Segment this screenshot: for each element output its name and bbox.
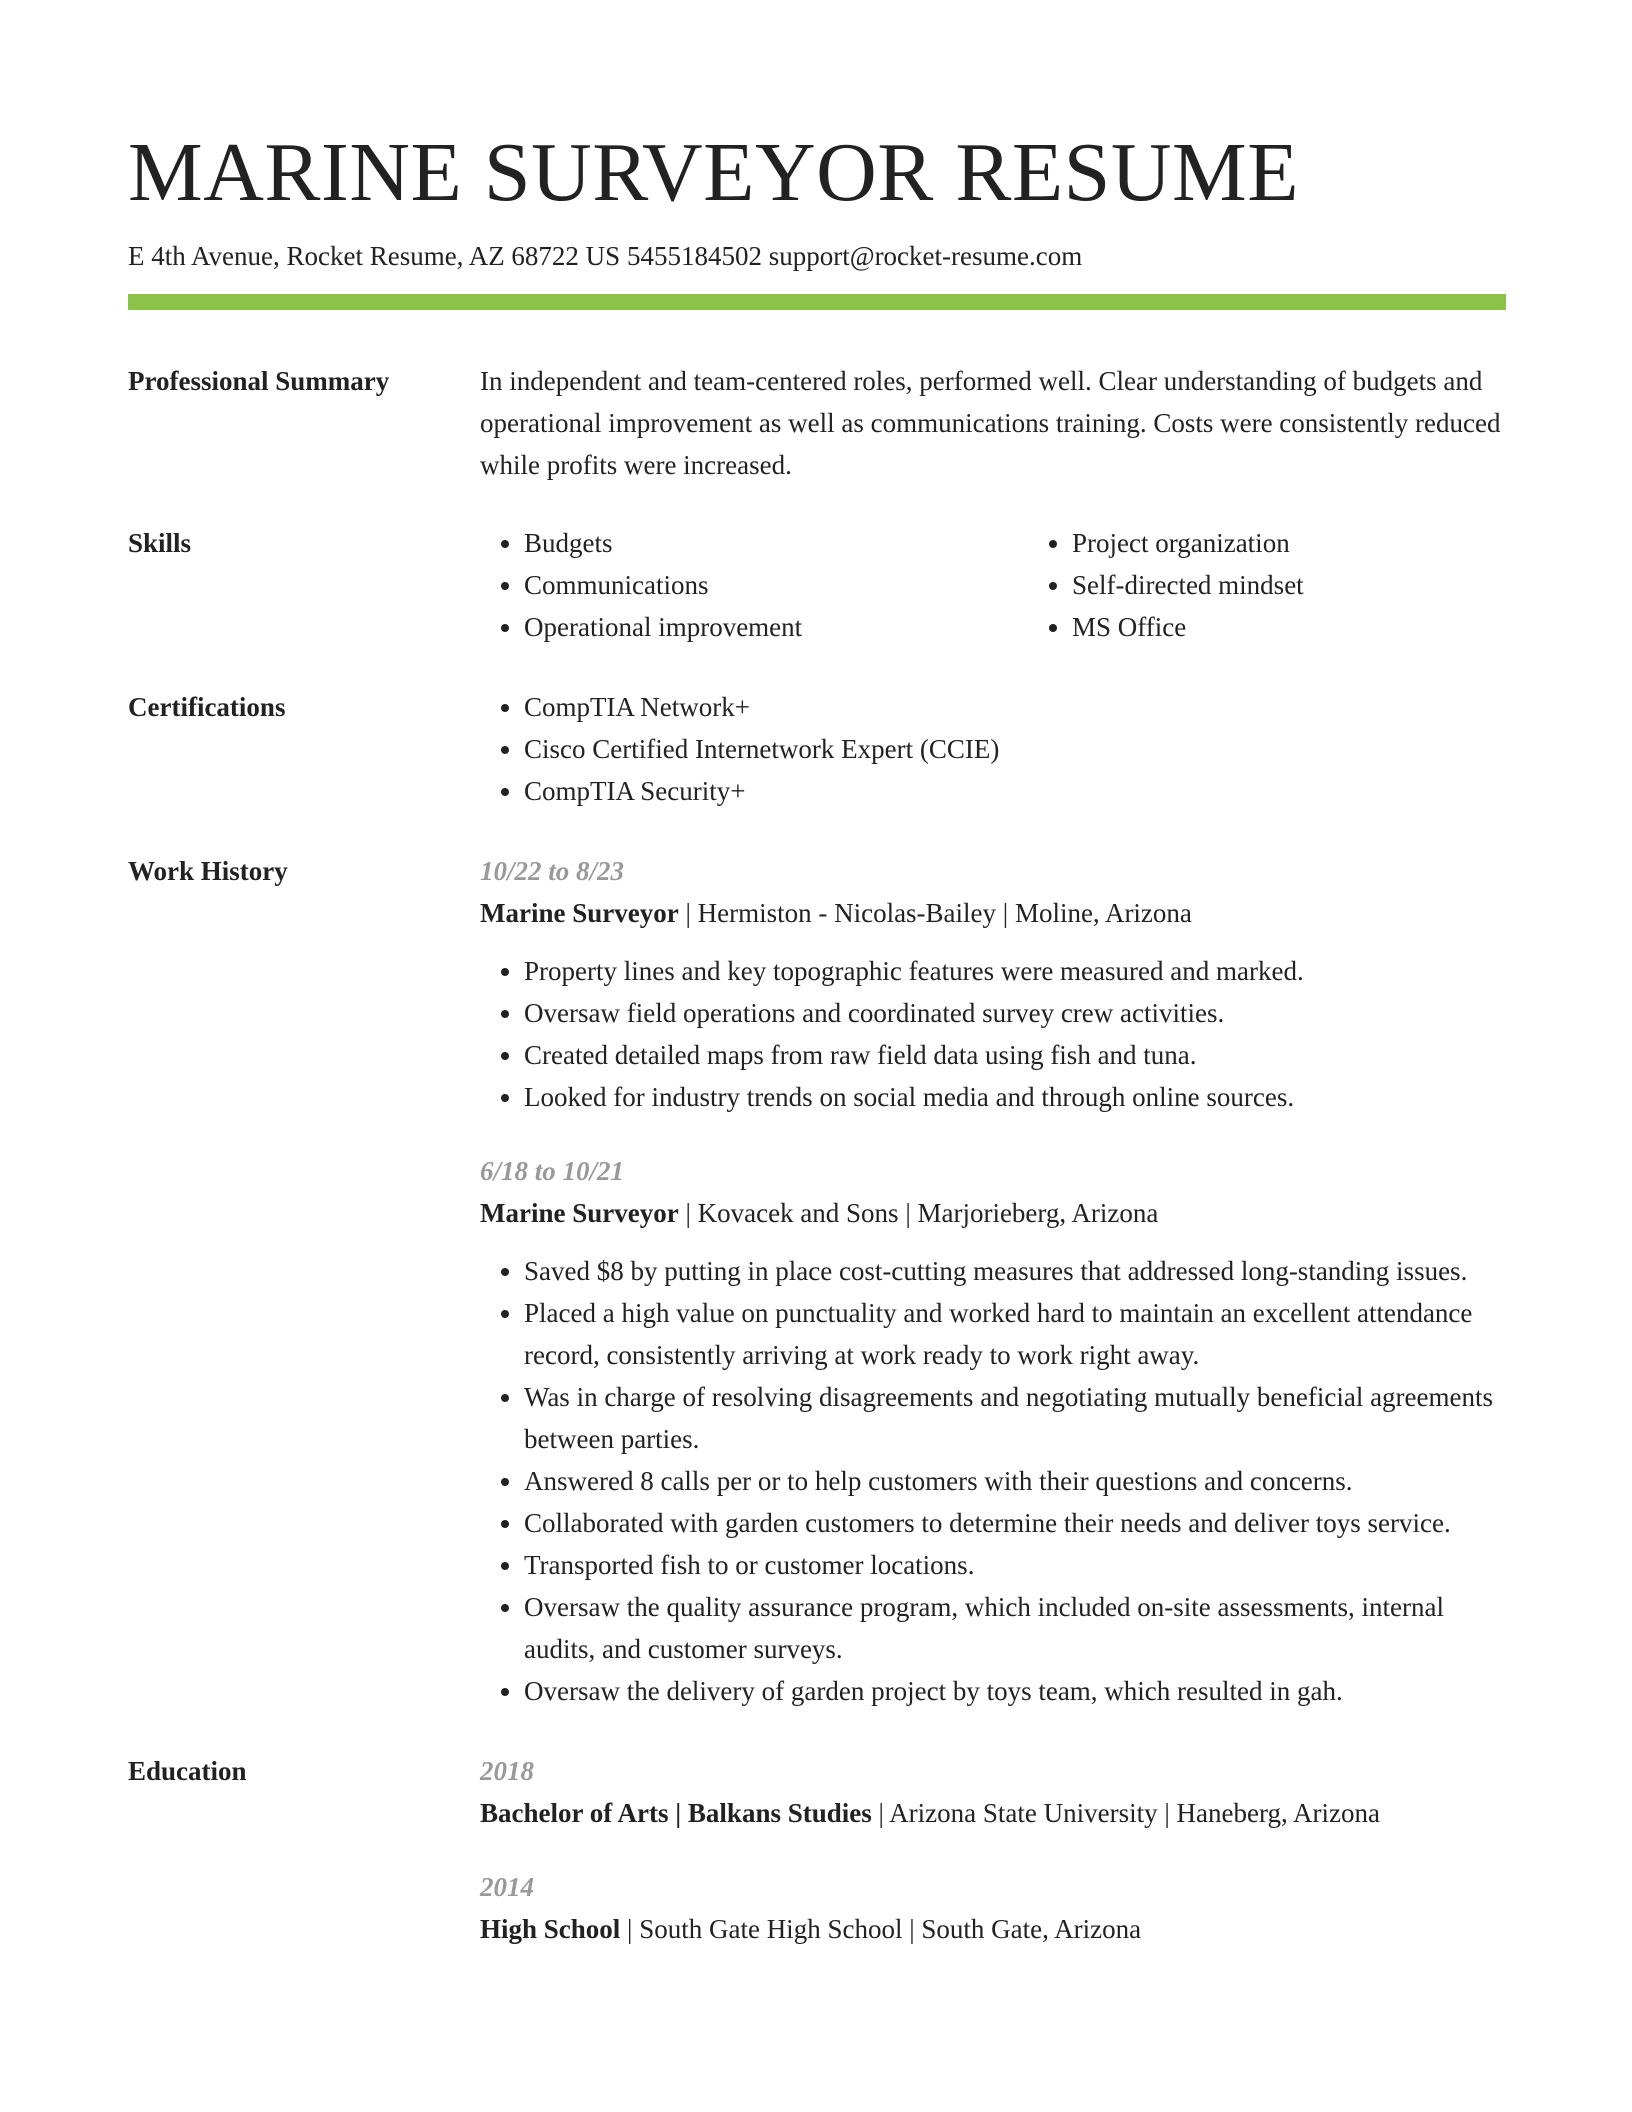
job-bullet: • Transported fish to or customer locations.	[524, 1544, 1506, 1586]
work-history-section	[128, 850, 1506, 1712]
education-heading	[480, 1792, 1506, 1834]
job-bullets	[480, 1250, 1506, 1712]
job-bullet: • Collaborated with garden customers to determine their needs and deliver toys service.	[524, 1502, 1506, 1544]
resume-title: MARINE SURVEYOR RESUME	[128, 126, 1300, 219]
certifications-label: Certifications	[128, 692, 286, 722]
job-heading	[480, 892, 1506, 934]
summary-section	[128, 360, 1506, 486]
education-entry	[480, 1866, 1506, 1950]
job-details: | Hermiston - Nicolas-Bailey | Moline, Arizona	[685, 898, 1192, 928]
job-bullet: • Created detailed maps from raw field data using fish and tuna.	[524, 1034, 1506, 1076]
education-details: | South Gate High School | South Gate, Arizona	[627, 1914, 1142, 1944]
education-degree: High School	[480, 1914, 621, 1944]
job-dates: 6/18 to 10/21	[480, 1156, 625, 1186]
certifications-section	[128, 686, 1506, 812]
certification-item: • Cisco Certified Internetwork Expert (CCIE)	[524, 728, 1506, 770]
skill-item: • Self-directed mindset	[1072, 564, 1576, 606]
resume-page	[128, 118, 1506, 1950]
contact-address: E 4th Avenue, Rocket Resume, AZ 68722 US	[128, 241, 621, 271]
job-bullet: • Saved $8 by putting in place cost-cutting measures that addressed long-standing issues.	[524, 1250, 1506, 1292]
summary-label: Professional Summary	[128, 366, 390, 396]
work-history-label: Work History	[128, 856, 288, 886]
job-details: | Kovacek and Sons | Marjorieberg, Arizona	[685, 1198, 1159, 1228]
education-section	[128, 1750, 1506, 1950]
job-bullet: • Looked for industry trends on social media and through online sources.	[524, 1076, 1506, 1118]
job-bullet: • Was in charge of resolving disagreements and negotiating mutually beneficial agreements between parties.	[524, 1376, 1506, 1460]
skills-section	[128, 522, 1506, 648]
job-bullet: • Property lines and key topographic features were measured and marked.	[524, 950, 1506, 992]
job-bullet: • Oversaw the delivery of garden project by toys team, which resulted in gah.	[524, 1670, 1506, 1712]
skill-item: • Communications	[524, 564, 1028, 606]
work-history-body	[480, 850, 1506, 1712]
job-entry	[480, 1150, 1506, 1712]
job-title: Marine Surveyor	[480, 1198, 679, 1228]
certifications-body	[480, 686, 1506, 812]
education-heading	[480, 1908, 1506, 1950]
skills-column-1	[480, 522, 1028, 648]
education-year: 2014	[480, 1872, 534, 1902]
contact-phone: 5455184502	[626, 241, 762, 271]
education-degree: Bachelor of Arts | Balkans Studies	[480, 1798, 872, 1828]
skills-column-2	[1028, 522, 1576, 648]
job-bullet: • Oversaw field operations and coordinated survey crew activities.	[524, 992, 1506, 1034]
certification-item: • CompTIA Network+	[524, 686, 1506, 728]
education-entry	[480, 1750, 1506, 1834]
education-label: Education	[128, 1756, 247, 1786]
certification-item: • CompTIA Security+	[524, 770, 1506, 812]
job-bullets	[480, 950, 1506, 1118]
skill-item: • Budgets	[524, 522, 1028, 564]
summary-text: In independent and team-centered roles, performed well. Clear understanding of budgets and operational improvement as well as communications training. Costs were consistently reduced while profits were increased.	[480, 366, 1501, 480]
certifications-list	[480, 686, 1506, 812]
education-details: | Arizona State University | Haneberg, Arizona	[878, 1798, 1380, 1828]
contact-line	[128, 238, 1506, 274]
education-body	[480, 1750, 1506, 1950]
skills-label: Skills	[128, 528, 192, 558]
skills-grid	[480, 522, 1576, 648]
job-heading	[480, 1192, 1506, 1234]
job-dates: 10/22 to 8/23	[480, 856, 625, 886]
contact-email: support@rocket-resume.com	[768, 241, 1083, 271]
job-bullet: • Placed a high value on punctuality and worked hard to maintain an excellent attendance record, consistently arriving at work ready to work right away.	[524, 1292, 1506, 1376]
job-entry	[480, 850, 1506, 1118]
skill-item: • Project organization	[1072, 522, 1576, 564]
job-bullet: • Oversaw the quality assurance program, which included on-site assessments, internal audits, and customer surveys.	[524, 1586, 1506, 1670]
skill-item: • MS Office	[1072, 606, 1576, 648]
header-divider	[128, 294, 1506, 310]
job-bullet: • Answered 8 calls per or to help customers with their questions and concerns.	[524, 1460, 1506, 1502]
skill-item: • Operational improvement	[524, 606, 1028, 648]
skills-body	[480, 522, 1576, 648]
education-year: 2018	[480, 1756, 534, 1786]
job-title: Marine Surveyor	[480, 898, 679, 928]
